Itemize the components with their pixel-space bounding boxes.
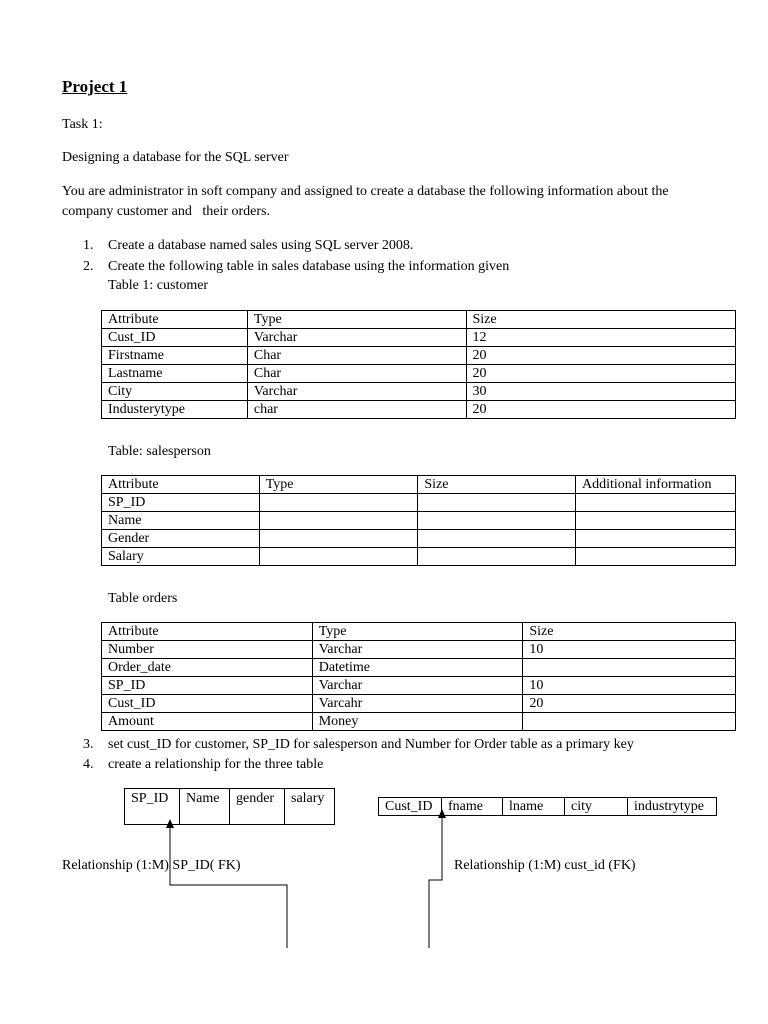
table-cell: Datetime — [312, 659, 523, 677]
table-cell: Cust_ID — [102, 329, 248, 347]
table-cell: SP_ID — [102, 677, 313, 695]
table-cell: Varcahr — [312, 695, 523, 713]
relationship-label-right: Relationship (1:M) cust_id (FK) — [454, 858, 636, 873]
table-cell: Cust_ID — [102, 695, 313, 713]
table-cell: Order_date — [102, 659, 313, 677]
step-text: Create the following table in sales database using the information given — [108, 259, 510, 274]
table-cell: Varchar — [312, 641, 523, 659]
header-cell: Additional information — [576, 476, 736, 494]
entity-field: fname — [442, 798, 503, 816]
step-text: create a relationship for the three table — [108, 757, 324, 772]
table-cell: Salary — [102, 548, 260, 566]
table-cell: Money — [312, 713, 523, 731]
entity-field: gender — [230, 789, 285, 825]
entity-field: lname — [503, 798, 565, 816]
salesperson-table-caption: Table: salesperson — [108, 444, 211, 459]
table-cell: Varchar — [247, 329, 466, 347]
entity-field: city — [565, 798, 628, 816]
page-title: Project 1 — [62, 77, 128, 96]
table-cell: 30 — [466, 383, 736, 401]
table-cell: 20 — [466, 347, 736, 365]
entity-field: Name — [180, 789, 230, 825]
cust-relationship-line — [429, 818, 442, 948]
header-cell: Type — [247, 311, 466, 329]
table-cell: Gender — [102, 530, 260, 548]
table-cell: Lastname — [102, 365, 248, 383]
table-cell: Char — [247, 347, 466, 365]
cust-arrow-head — [438, 809, 446, 818]
header-cell: Size — [466, 311, 736, 329]
customer-table-caption: Table 1: customer — [108, 278, 209, 293]
intro-line-2: company customer and their orders. — [62, 204, 270, 219]
header-cell: Attribute — [102, 623, 313, 641]
sp-relationship-line — [170, 828, 287, 948]
sp-arrow-head — [166, 819, 174, 828]
table-cell: Amount — [102, 713, 313, 731]
table-cell: Firstname — [102, 347, 248, 365]
header-cell: Attribute — [102, 311, 248, 329]
table-cell: City — [102, 383, 248, 401]
header-cell: Type — [259, 476, 418, 494]
entity-field: SP_ID — [125, 789, 180, 825]
step-text: set cust_ID for customer, SP_ID for salesperson and Number for Order table as a primary key — [108, 737, 634, 752]
table-cell: 20 — [466, 401, 736, 419]
task-label: Task 1: — [62, 117, 103, 132]
table-cell: 10 — [523, 677, 736, 695]
table-cell: 12 — [466, 329, 736, 347]
table-cell: 20 — [466, 365, 736, 383]
table-cell: Varchar — [247, 383, 466, 401]
header-cell: Type — [312, 623, 523, 641]
table-cell: Varchar — [312, 677, 523, 695]
relationship-label-left: Relationship (1:M) SP_ID( FK) — [62, 858, 241, 873]
step-number: 1. — [83, 238, 94, 253]
entity-field: industrytype — [628, 798, 717, 816]
table-cell: Name — [102, 512, 260, 530]
entity-field: salary — [285, 789, 335, 825]
step-text: Create a database named sales using SQL server 2008. — [108, 238, 414, 253]
header-cell: Size — [418, 476, 576, 494]
table-cell: Number — [102, 641, 313, 659]
orders-table-caption: Table orders — [108, 591, 178, 606]
header-cell: Attribute — [102, 476, 260, 494]
entity-field: Cust_ID — [379, 798, 442, 816]
table-cell: Industerytype — [102, 401, 248, 419]
table-cell: Char — [247, 365, 466, 383]
header-cell: Size — [523, 623, 736, 641]
intro-line-1: You are administrator in soft company and assigned to create a database the following information about the — [62, 184, 669, 199]
step-number: 2. — [83, 259, 94, 274]
section-heading: Designing a database for the SQL server — [62, 150, 289, 165]
table-cell: SP_ID — [102, 494, 260, 512]
table-cell: 20 — [523, 695, 736, 713]
table-cell: char — [247, 401, 466, 419]
table-cell: 10 — [523, 641, 736, 659]
step-number: 3. — [83, 737, 94, 752]
step-number: 4. — [83, 757, 94, 772]
